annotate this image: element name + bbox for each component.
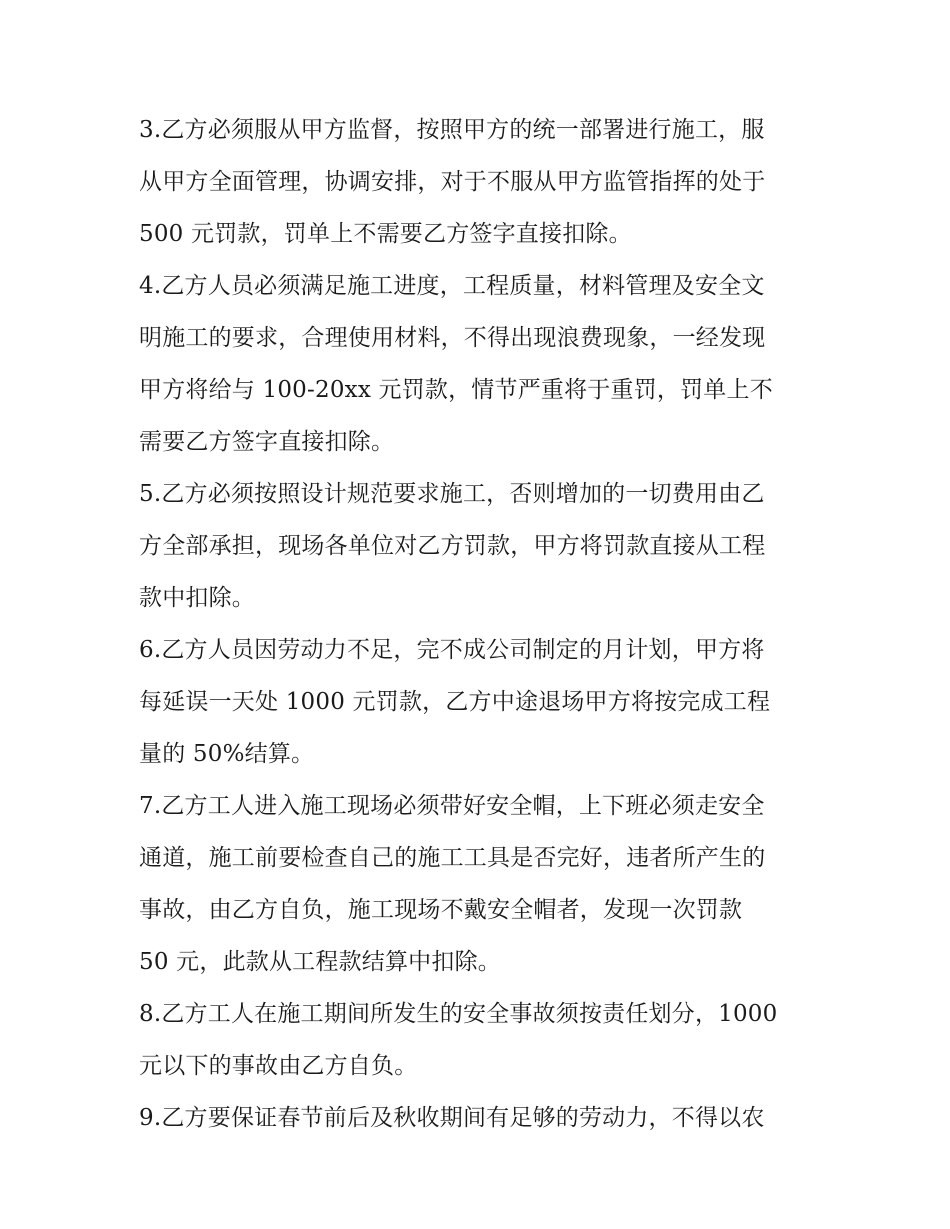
text-line: 5.乙方必须按照设计规范要求施工，否则增加的一切费用由乙 (139, 481, 765, 507)
text-line: 7.乙方工人进入施工现场必须带好安全帽，上下班必须走安全 (139, 793, 765, 819)
clause-3 (139, 104, 815, 260)
text-line: 需要乙方签字直接扣除。 (139, 429, 395, 455)
text-line: 4.乙方人员必须满足施工进度，工程质量，材料管理及安全文 (139, 273, 765, 299)
text-line: 从甲方全面管理，协调安排，对于不服从甲方监管指挥的处于 (139, 169, 766, 195)
clause-9 (139, 1092, 815, 1144)
text-line: 甲方将给与 100-20xx 元罚款，情节严重将于重罚，罚单上不 (139, 377, 773, 403)
text-line: 方全部承担，现场各单位对乙方罚款，甲方将罚款直接从工程 (139, 533, 766, 559)
clause-6 (139, 624, 815, 780)
clause-7 (139, 780, 815, 988)
document-body (139, 104, 815, 1144)
clause-8 (139, 988, 815, 1092)
text-line: 量的 50%结算。 (139, 741, 315, 767)
text-line: 50 元，此款从工程款结算中扣除。 (139, 949, 501, 975)
text-line: 元以下的事故由乙方自负。 (139, 1053, 418, 1079)
text-line: 每延误一天处 1000 元罚款，乙方中途退场甲方将按完成工程 (139, 689, 771, 715)
text-line: 6.乙方人员因劳动力不足，完不成公司制定的月计划，甲方将 (139, 637, 765, 663)
text-line: 事故，由乙方自负，施工现场不戴安全帽者，发现一次罚款 (139, 897, 743, 923)
text-line: 8.乙方工人在施工期间所发生的安全事故须按责任划分，1000 (139, 1001, 778, 1027)
text-line: 500 元罚款，罚单上不需要乙方签字直接扣除。 (139, 221, 632, 247)
text-line: 3.乙方必须服从甲方监督，按照甲方的统一部署进行施工，服 (139, 117, 765, 143)
text-line: 款中扣除。 (139, 585, 255, 611)
text-line: 通道，施工前要检查自己的施工工具是否完好，违者所产生的 (139, 845, 766, 871)
clause-5 (139, 468, 815, 624)
text-line: 明施工的要求，合理使用材料，不得出现浪费现象，一经发现 (139, 325, 766, 351)
text-line: 9.乙方要保证春节前后及秋收期间有足够的劳动力，不得以农 (139, 1105, 765, 1131)
clause-4 (139, 260, 815, 468)
